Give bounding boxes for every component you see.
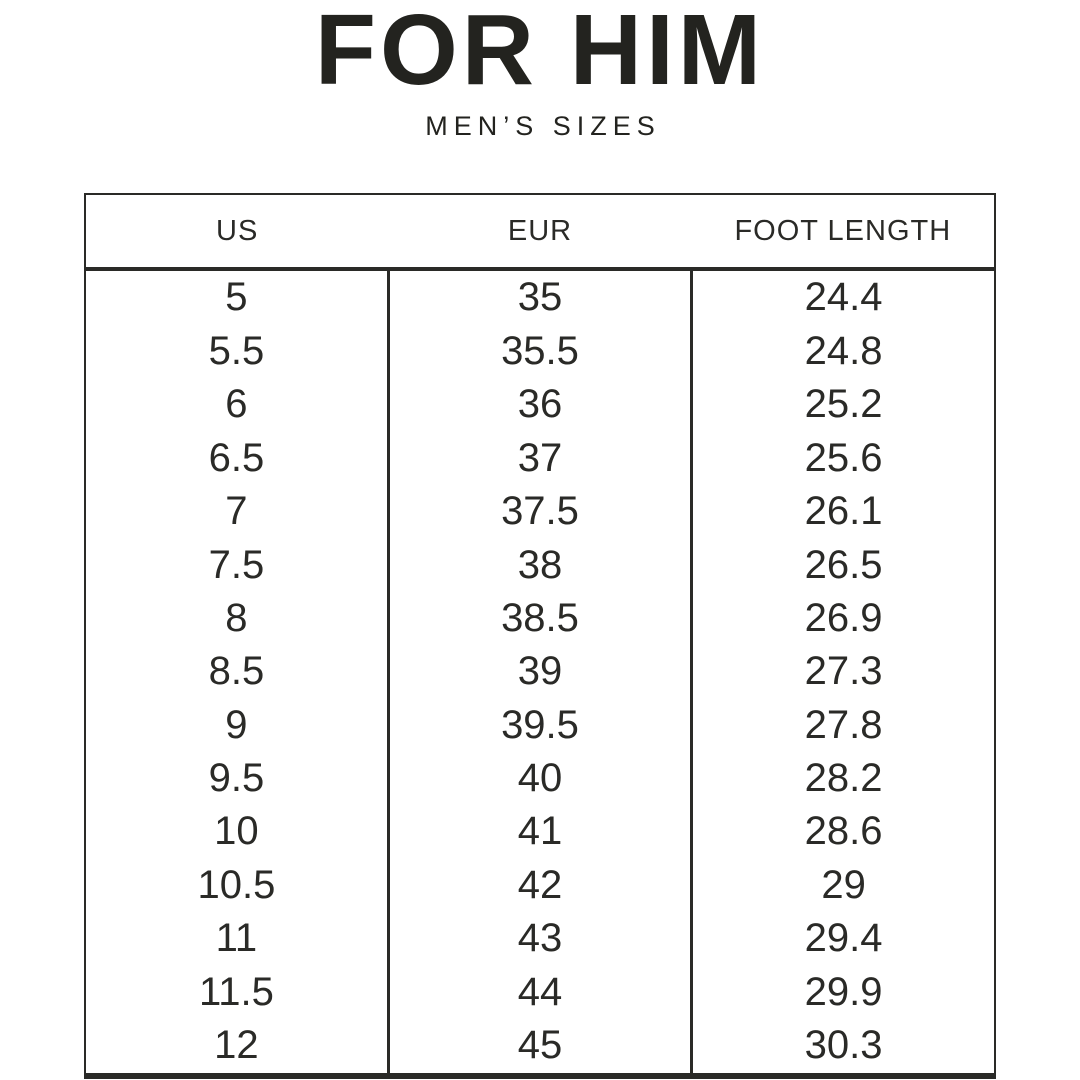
cell-foot-length: 29 — [821, 862, 866, 907]
table-row — [85, 432, 995, 485]
table-row — [85, 538, 995, 591]
table-row — [85, 645, 995, 698]
table-row — [85, 1019, 995, 1076]
cell-eur: 37 — [388, 432, 691, 485]
cell-us: 9 — [225, 702, 248, 747]
column-header-foot-length: FOOT LENGTH — [692, 194, 995, 269]
cell-eur: 42 — [388, 859, 691, 912]
table-row — [85, 699, 995, 752]
cell-us: 5 — [225, 275, 248, 320]
table-row — [85, 752, 995, 805]
cell-eur: 45 — [388, 1019, 691, 1076]
cell-eur: 38.5 — [388, 592, 691, 645]
cell-eur: 35 — [388, 269, 691, 325]
cell-us: 8.5 — [208, 649, 265, 694]
page-subtitle: MEN’S SIZES — [425, 111, 661, 141]
cell-us: 11.5 — [198, 969, 274, 1014]
cell-eur: 40 — [388, 752, 691, 805]
cell-foot-length: 24.4 — [804, 275, 883, 320]
cell-foot-length: 28.2 — [804, 756, 883, 801]
cell-foot-length: 27.8 — [804, 702, 883, 747]
table-row — [85, 592, 995, 645]
cell-foot-length: 26.9 — [804, 595, 883, 640]
cell-foot-length: 25.6 — [804, 435, 883, 480]
cell-us: 11 — [215, 916, 258, 961]
cell-eur: 43 — [388, 912, 691, 965]
table-row — [85, 965, 995, 1018]
table-row — [85, 805, 995, 858]
table-row — [85, 325, 995, 378]
cell-us: 6 — [225, 382, 248, 427]
cell-foot-length: 30.3 — [804, 1023, 883, 1068]
cell-foot-length: 28.6 — [804, 809, 883, 854]
cell-eur: 41 — [388, 805, 691, 858]
cell-eur: 44 — [388, 965, 691, 1018]
cell-eur: 39.5 — [388, 699, 691, 752]
page-title: FOR HIM — [314, 0, 766, 106]
table-body — [85, 269, 995, 1076]
table-row — [85, 485, 995, 538]
cell-us: 5.5 — [208, 328, 265, 373]
cell-eur: 38 — [388, 538, 691, 591]
column-header-us: US — [85, 194, 388, 269]
cell-eur: 39 — [388, 645, 691, 698]
column-header-eur: EUR — [388, 194, 691, 269]
table-row — [85, 378, 995, 431]
table-row — [85, 859, 995, 912]
cell-foot-length: 26.5 — [804, 542, 883, 587]
cell-eur: 35.5 — [388, 325, 691, 378]
cell-foot-length: 26.1 — [804, 489, 883, 534]
cell-us: 7.5 — [208, 542, 265, 587]
cell-us: 10.5 — [197, 862, 276, 907]
cell-foot-length: 27.3 — [804, 649, 883, 694]
table-header — [85, 194, 995, 269]
header-row — [85, 194, 995, 269]
table-row — [85, 912, 995, 965]
cell-us: 12 — [214, 1023, 259, 1068]
size-table — [84, 193, 996, 1079]
table-row — [85, 269, 995, 325]
cell-foot-length: 24.8 — [804, 328, 883, 373]
cell-eur: 37.5 — [388, 485, 691, 538]
cell-foot-length: 29.9 — [804, 969, 883, 1014]
cell-us: 7 — [225, 489, 248, 534]
cell-us: 6.5 — [208, 435, 265, 480]
cell-us: 8 — [225, 595, 248, 640]
cell-foot-length: 25.2 — [804, 382, 883, 427]
cell-foot-length: 29.4 — [804, 916, 883, 961]
cell-us: 10 — [214, 809, 259, 854]
cell-us: 9.5 — [208, 756, 265, 801]
cell-eur: 36 — [388, 378, 691, 431]
